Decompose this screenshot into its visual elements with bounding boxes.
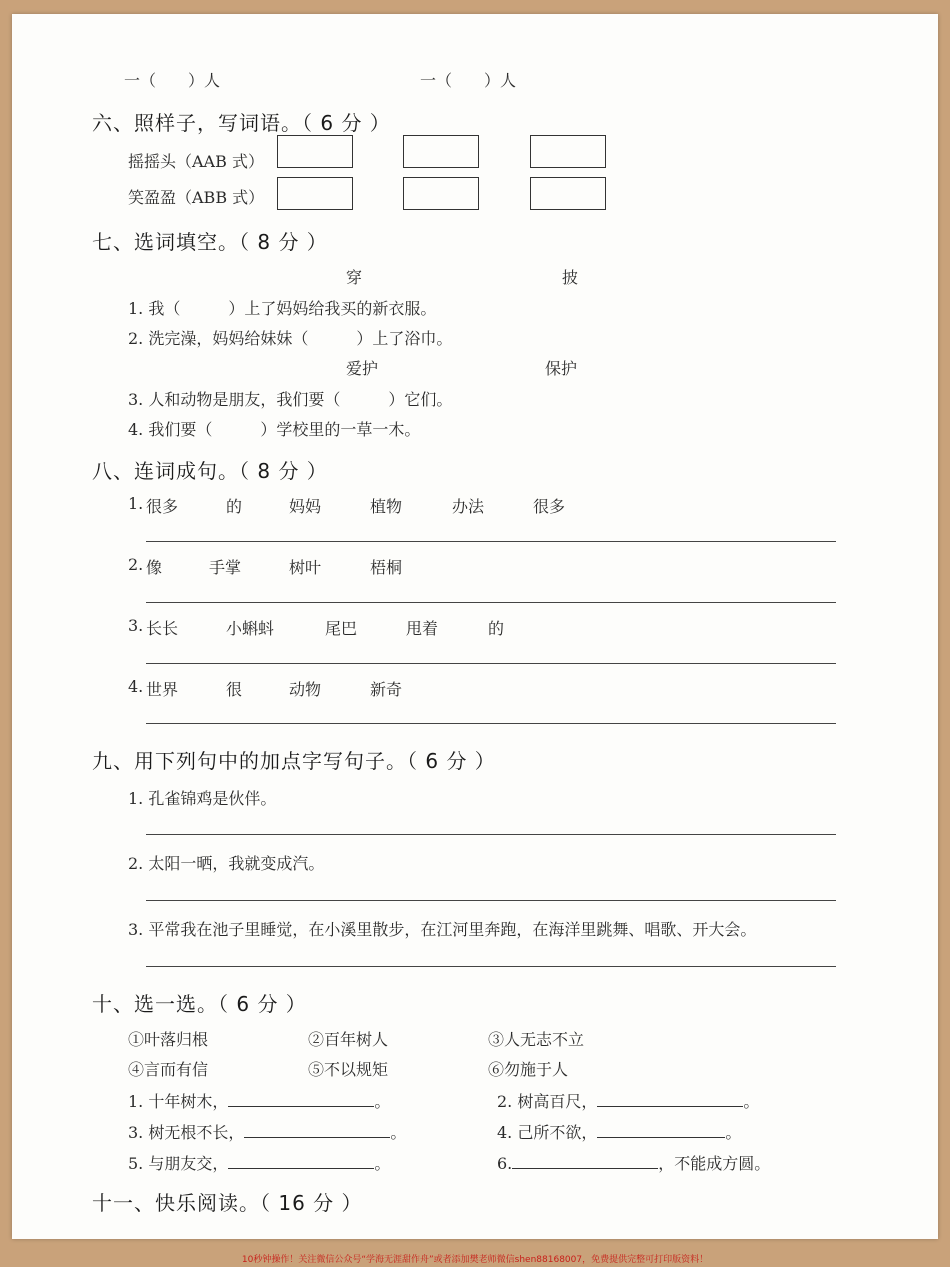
period: 。 [390, 1123, 407, 1142]
section-6-row1-label: 摇摇头（AAB 式） [128, 152, 264, 171]
option-item: ⑤不以规矩 [308, 1060, 389, 1079]
option-item: ①叶落归根 [128, 1030, 209, 1049]
q6-text: ，不能成方圆。 [658, 1154, 771, 1173]
answer-box[interactable] [530, 177, 606, 210]
word-chip: 树叶 [289, 558, 322, 577]
answer-line[interactable] [146, 541, 836, 542]
section-7-q1: 1. 我（ ）上了妈妈给我买的新衣服。 [128, 299, 437, 318]
word-choice: 穿 [346, 268, 363, 287]
word-choice: 披 [562, 268, 579, 287]
word-choice: 保护 [545, 359, 578, 378]
word-chip: 长长 [146, 619, 179, 638]
word-chip: 像 [146, 558, 163, 577]
answer-line[interactable] [146, 900, 836, 901]
fill-blank[interactable] [244, 1121, 390, 1138]
period: 。 [725, 1123, 742, 1142]
section-7-q4: 4. 我们要（ ）学校里的一草一木。 [128, 420, 421, 439]
word-chip: 很 [226, 680, 243, 699]
option-item: ④言而有信 [128, 1060, 209, 1079]
q3-text: 3. 树无根不长， [128, 1123, 245, 1142]
word-chip: 新奇 [370, 680, 403, 699]
word-chip: 办法 [452, 497, 485, 516]
section-8-title: 八、连词成句。（ 8 分 ） [92, 459, 328, 483]
section-10-q1 [128, 1089, 390, 1112]
period: 。 [374, 1092, 391, 1111]
section-8-row3-num: 3. [128, 616, 144, 635]
section-9-q3: 3. 平常我在池子里睡觉，在小溪里散步，在江河里奔跑，在海洋里跳舞、唱歌、开大会。 [128, 920, 757, 939]
period: 。 [374, 1154, 391, 1173]
period: 。 [743, 1092, 760, 1111]
answer-line[interactable] [146, 966, 836, 967]
word-chip: 小蝌蚪 [226, 619, 275, 638]
section-8-row4-num: 4. [128, 677, 144, 696]
section-10-title: 十、选一选。（ 6 分 ） [92, 992, 307, 1016]
word-chip: 的 [226, 497, 243, 516]
section-9-title: 九、用下列句中的加点字写句子。（ 6 分 ） [92, 749, 496, 773]
word-chip: 的 [488, 619, 505, 638]
q1-text: 1. 十年树木， [128, 1092, 229, 1111]
section-6-title: 六、照样子，写词语。（ 6 分 ） [92, 111, 391, 135]
answer-line[interactable] [146, 834, 836, 835]
answer-box[interactable] [403, 177, 479, 210]
answer-line[interactable] [146, 602, 836, 603]
word-choice: 爱护 [346, 359, 379, 378]
word-chip: 甩着 [406, 619, 439, 638]
section-10-q3 [128, 1120, 406, 1143]
section-7-q2: 2. 洗完澡，妈妈给妹妹（ ）上了浴巾。 [128, 329, 453, 348]
top-left-blank: 一（ ）人 [124, 71, 221, 90]
section-10-q5 [128, 1151, 390, 1174]
word-chip: 世界 [146, 680, 179, 699]
q5-text: 5. 与朋友交， [128, 1154, 229, 1173]
answer-box[interactable] [530, 135, 606, 168]
fill-blank[interactable] [228, 1152, 374, 1169]
answer-line[interactable] [146, 663, 836, 664]
option-item: ③人无志不立 [488, 1030, 585, 1049]
section-10-q4 [497, 1120, 741, 1143]
section-10-q2 [497, 1089, 759, 1112]
answer-line[interactable] [146, 723, 836, 724]
q6-num: 6. [497, 1154, 513, 1173]
option-item: ⑥勿施于人 [488, 1060, 569, 1079]
word-chip: 手掌 [209, 558, 242, 577]
section-6-row2-label: 笑盈盈（ABB 式） [128, 188, 265, 207]
fill-blank[interactable] [228, 1090, 374, 1107]
word-chip: 动物 [289, 680, 322, 699]
word-chip: 尾巴 [325, 619, 358, 638]
section-7-title: 七、选词填空。（ 8 分 ） [92, 230, 328, 254]
section-7-q3: 3. 人和动物是朋友，我们要（ ）它们。 [128, 390, 453, 409]
q2-text: 2. 树高百尺， [497, 1092, 598, 1111]
section-10-q6 [497, 1151, 770, 1174]
fill-blank[interactable] [597, 1121, 725, 1138]
section-8-row2-num: 2. [128, 555, 144, 574]
section-11-title: 十一、快乐阅读。（ 16 分 ） [92, 1191, 363, 1215]
word-chip: 植物 [370, 497, 403, 516]
word-chip: 很多 [146, 497, 179, 516]
answer-box[interactable] [277, 177, 353, 210]
answer-box[interactable] [277, 135, 353, 168]
word-chip: 妈妈 [289, 497, 322, 516]
top-right-blank: 一（ ）人 [420, 71, 517, 90]
section-8-row1-num: 1. [128, 494, 144, 513]
section-9-q2: 2. 太阳一晒，我就变成汽。 [128, 854, 325, 873]
answer-box[interactable] [403, 135, 479, 168]
word-chip: 梧桐 [370, 558, 403, 577]
q4-text: 4. 己所不欲， [497, 1123, 598, 1142]
word-chip: 很多 [533, 497, 566, 516]
footer-notice: 10秒钟操作！关注微信公众号“学海无涯甜作舟”或者添加樊老师微信shen88168007，免费提供完整可打印版资料！ [241, 1255, 709, 1265]
option-item: ②百年树人 [308, 1030, 389, 1049]
fill-blank[interactable] [512, 1152, 658, 1169]
fill-blank[interactable] [597, 1090, 743, 1107]
section-9-q1: 1. 孔雀锦鸡是伙伴。 [128, 789, 277, 808]
